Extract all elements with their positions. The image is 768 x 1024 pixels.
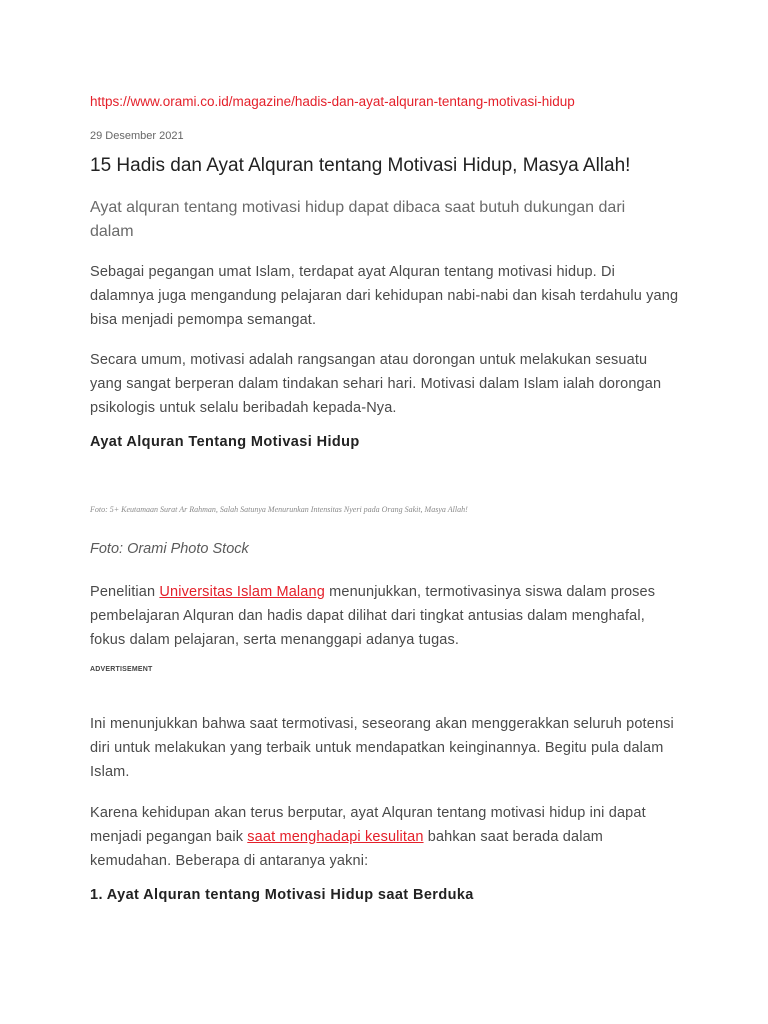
paragraph-research bbox=[90, 580, 680, 652]
paragraph-life bbox=[90, 801, 680, 873]
paragraph-definition: Secara umum, motivasi adalah rangsangan atau dorongan untuk melakukan sesuatu yang sangat berperan dalam tindakan sehari hari. Motivasi dalam Islam ialah dorongan psikologis untuk selalu beribadah kepada-Nya. bbox=[90, 352, 662, 416]
source-url-link[interactable]: https://www.orami.co.id/magazine/hadis-dan-ayat-alquran-tentang-motivasi-hidup bbox=[90, 94, 575, 109]
paragraph-research-text-end: menunjukkan, termotivasinya siswa dalam proses pembelajaran Alquran dan hadis dapat dilihat dari tingkat antusias dalam menghafal, fokus dalam pelajaran, serta menanggapi adanya tugas. bbox=[90, 584, 656, 648]
article-title: 15 Hadis dan Ayat Alquran tentang Motivasi Hidup, Masya Allah! bbox=[90, 155, 631, 176]
image-credit: Foto: Orami Photo Stock bbox=[90, 541, 249, 557]
subsection-heading: 1. Ayat Alquran tentang Motivasi Hidup saat Berduka bbox=[90, 887, 474, 903]
paragraph-motivation: Ini menunjukkan bahwa saat termotivasi, seseorang akan menggerakkan seluruh potensi diri untuk melakukan yang terbaik untuk mendapatkan keinginannya. Begitu pula dalam Islam. bbox=[90, 716, 674, 780]
advertisement-label: ADVERTISEMENT bbox=[90, 666, 153, 673]
paragraph-intro: Sebagai pegangan umat Islam, terdapat ayat Alquran tentang motivasi hidup. Di dalamnya juga mengandung pelajaran dari kehidupan nabi-nabi dan kisah terdahulu yang bisa menjadi pemompa semangat. bbox=[90, 264, 679, 328]
section-heading: Ayat Alquran Tentang Motivasi Hidup bbox=[90, 434, 360, 450]
paragraph-life-text-end: bahkan saat berada dalam kemudahan. Beberapa di antaranya yakni: bbox=[90, 829, 604, 869]
universitas-islam-malang-link[interactable]: Universitas Islam Malang bbox=[159, 584, 325, 600]
paragraph-research-text-start: Penelitian bbox=[90, 584, 160, 600]
paragraph-life-text-start: Karena kehidupan akan terus berputar, ayat Alquran tentang motivasi hidup ini dapat menjadi pegangan baik bbox=[90, 805, 646, 845]
publish-date: 29 Desember 2021 bbox=[90, 130, 184, 142]
article-subtitle: Ayat alquran tentang motivasi hidup dapat dibaca saat butuh dukungan dari dalam bbox=[90, 199, 626, 240]
saat-menghadapi-kesulitan-link[interactable]: saat menghadapi kesulitan bbox=[247, 829, 424, 845]
image-caption: Foto: 5+ Keutamaan Surat Ar Rahman, Salah Satunya Menurunkan Intensitas Nyeri pada Orang Sakit, Masya Allah! bbox=[90, 505, 468, 514]
